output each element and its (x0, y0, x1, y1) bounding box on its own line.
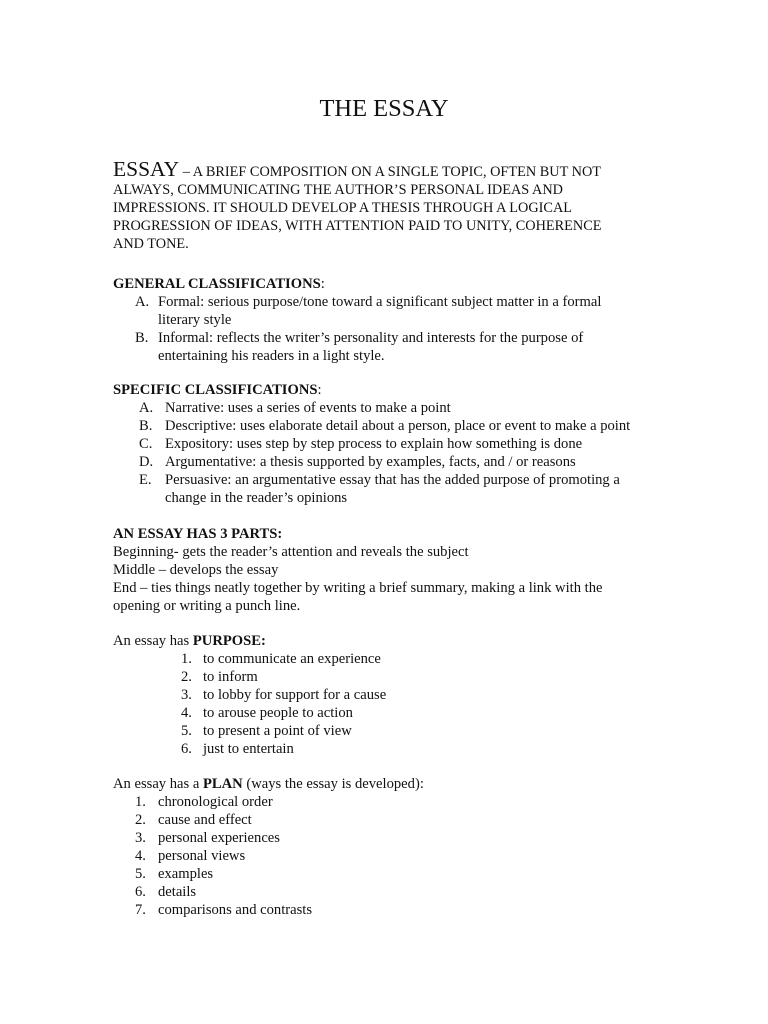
list-text: to lobby for support for a cause (203, 687, 387, 703)
list-marker: 3. (135, 830, 146, 846)
list-item (113, 417, 643, 435)
list-text: details (158, 884, 197, 900)
definition-line-4: AND TONE. (113, 236, 189, 252)
list-text: Formal: serious purpose/tone toward a significant subject matter in a formal literary style (158, 294, 602, 328)
list-item (113, 793, 643, 811)
parts-line-beginning: Beginning- gets the reader’s attention and reveals the subject (113, 544, 469, 560)
definition-line-1: ALWAYS, COMMUNICATING THE AUTHOR’S PERSONAL IDEAS AND (113, 182, 563, 198)
list-marker: E. (139, 472, 152, 488)
list-text: to present a point of view (203, 723, 352, 739)
list-marker: B. (139, 418, 153, 434)
parts-line-middle: Middle – develops the essay (113, 562, 279, 578)
list-marker: 1. (181, 651, 192, 667)
list-marker: 2. (135, 812, 146, 828)
list-item (113, 883, 643, 901)
specific-classifications (113, 381, 643, 507)
list-text: to arouse people to action (203, 705, 353, 721)
list-item (113, 722, 643, 740)
plan-keyword: PLAN (202, 776, 243, 792)
purpose-keyword: PURPOSE: (192, 633, 266, 649)
list-marker: 2. (181, 669, 192, 685)
essay-parts (113, 525, 643, 615)
definition-line-3: PROGRESSION OF IDEAS, WITH ATTENTION PAID TO UNITY, COHERENCE (113, 218, 602, 234)
essay-definition (113, 157, 643, 253)
list-text: cause and effect (158, 812, 252, 828)
list-text: to communicate an experience (203, 651, 381, 667)
list-marker: C. (139, 436, 153, 452)
list-marker: 5. (181, 723, 192, 739)
list-text: examples (158, 866, 214, 882)
list-marker: A. (139, 400, 154, 416)
general-heading (113, 275, 643, 293)
definition-first-line (113, 157, 643, 181)
list-text: just to entertain (203, 741, 294, 757)
list-item (113, 847, 643, 865)
list-marker: 5. (135, 866, 146, 882)
list-marker: D. (139, 454, 154, 470)
list-text: personal views (158, 848, 246, 864)
list-item (113, 435, 643, 453)
general-heading-colon: : (320, 276, 325, 292)
list-item (113, 471, 643, 507)
list-item (113, 686, 643, 704)
list-text: Argumentative: a thesis supported by examples, facts, and / or reasons (165, 454, 576, 470)
list-marker: 6. (181, 741, 192, 757)
definition-line-0: – A BRIEF COMPOSITION ON A SINGLE TOPIC, OFTEN BUT NOT (182, 164, 602, 180)
list-item (113, 811, 643, 829)
list-text: comparisons and contrasts (158, 902, 313, 918)
list-marker: 7. (135, 902, 146, 918)
list-item (113, 453, 643, 471)
list-item (113, 399, 643, 417)
list-text: chronological order (158, 794, 273, 810)
list-text: Descriptive: uses elaborate detail about a person, place or event to make a point (165, 418, 631, 434)
list-item (113, 901, 643, 919)
list-item (113, 668, 643, 686)
list-marker: 4. (135, 848, 146, 864)
list-text: Narrative: uses a series of events to make a point (165, 400, 451, 416)
list-item (113, 865, 643, 883)
parts-line-end: End – ties things neatly together by writing a brief summary, making a link with the opening or writing a punch line. (113, 580, 603, 614)
specific-heading-colon: : (317, 382, 322, 398)
list-text: Expository: uses step by step process to explain how something is done (165, 436, 583, 452)
definition-line-2: IMPRESSIONS. IT SHOULD DEVELOP A THESIS THROUGH A LOGICAL (113, 200, 573, 216)
list-marker: 3. (181, 687, 192, 703)
list-marker: 1. (135, 794, 146, 810)
list-marker: A. (135, 294, 150, 310)
list-item (113, 293, 643, 329)
list-marker: 4. (181, 705, 192, 721)
general-heading-text: GENERAL CLASSIFICATIONS (113, 276, 321, 292)
list-text: to inform (203, 669, 258, 685)
list-marker: B. (135, 330, 149, 346)
specific-heading (113, 381, 643, 399)
essay-purpose (113, 632, 643, 758)
purpose-lead: An essay has (113, 633, 193, 649)
purpose-heading (113, 632, 643, 650)
page-title: THE ESSAY (319, 95, 449, 122)
list-marker: 6. (135, 884, 146, 900)
list-text: Informal: reflects the writer’s personality and interests for the purpose of entertaining his readers in a light style. (158, 330, 584, 364)
list-text: Persuasive: an argumentative essay that has the added purpose of promoting a change in the reader’s opinions (165, 472, 620, 506)
parts-heading: AN ESSAY HAS 3 PARTS: (113, 526, 283, 542)
list-item (113, 329, 643, 365)
definition-term: ESSAY (113, 157, 180, 181)
list-text: personal experiences (158, 830, 280, 846)
plan-lead: An essay has a (113, 776, 203, 792)
specific-heading-text: SPECIFIC CLASSIFICATIONS (113, 382, 318, 398)
list-item (113, 704, 643, 722)
general-classifications (113, 275, 643, 365)
plan-tail: (ways the essay is developed): (242, 776, 424, 792)
list-item (113, 829, 643, 847)
essay-plan (113, 775, 643, 919)
list-item (113, 650, 643, 668)
list-item (113, 740, 643, 758)
plan-heading (113, 775, 643, 793)
